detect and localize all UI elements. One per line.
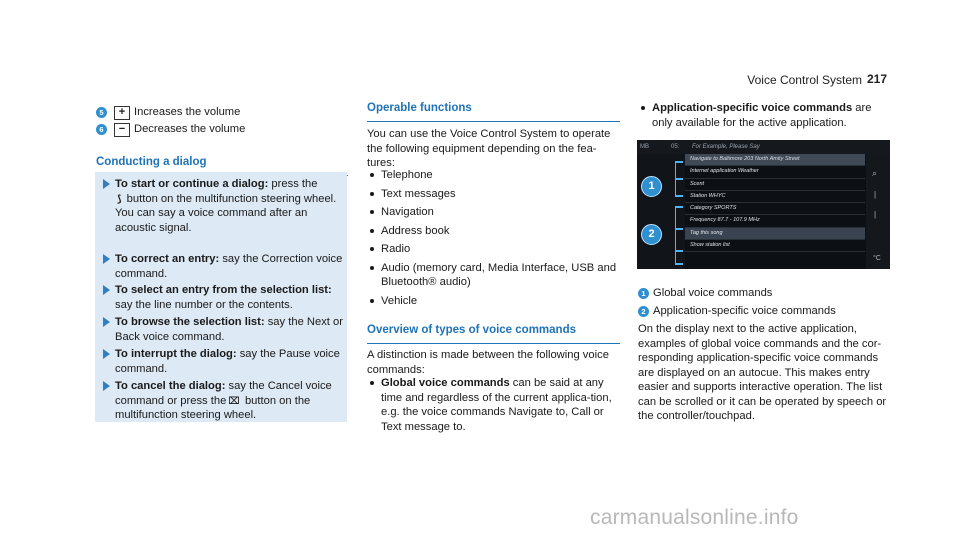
callout-tick	[675, 228, 683, 230]
list-item: Vehicle	[367, 294, 622, 309]
display-screenshot	[637, 140, 890, 269]
list-item: Station WHYC	[685, 191, 865, 203]
step-label: To correct an entry:	[115, 253, 220, 265]
list-item: Telephone	[367, 168, 622, 183]
overview-list	[367, 376, 625, 438]
legend-text: Application-specific voice commands	[653, 304, 836, 317]
step-text: You can say a voice command after an acoustic signal.	[115, 207, 308, 234]
list-item: Address book	[367, 224, 622, 239]
minus-key-icon: −	[114, 123, 130, 137]
badge-6: 6	[96, 124, 107, 135]
callout-tick	[675, 263, 683, 265]
step-start-dialog	[115, 177, 345, 235]
step-text: press the	[268, 178, 318, 190]
callout-tick	[675, 178, 683, 180]
list-item	[367, 376, 625, 434]
app-specific-list	[638, 101, 893, 134]
step-arrow-icon	[103, 381, 110, 391]
display-description: On the display next to the active application, examples of global voice commands and the cor-responding application-specific voice commands are displayed on an autocue. This makes entry easier and supports interactive operation. The list can be scrolled or it can be operated by speech or the controller/touchpad.	[638, 323, 887, 423]
voice-button-icon: ⟆	[117, 193, 122, 205]
list-item	[638, 101, 893, 130]
volume-increase-text: Increases the volume	[134, 106, 241, 119]
step-label: To cancel the dialog:	[115, 380, 226, 392]
step-text: button on the multifunction steering wheel.	[123, 192, 337, 205]
list-item: Navigate to Baltimore 203 North Amity Street	[685, 154, 865, 166]
display-left-panel	[637, 154, 685, 269]
display-autocue-title: For Example, Please Say	[692, 144, 760, 150]
list-item: Radio	[367, 242, 622, 257]
badge-2: 2	[638, 306, 649, 317]
term-label: Application-specific voice commands	[652, 102, 853, 114]
step-text: say the Correction voice command.	[115, 253, 343, 280]
legend-text: Global voice commands	[653, 287, 773, 299]
display-temp: °C	[873, 255, 881, 262]
list-item: Navigation	[367, 205, 622, 220]
list-item: Scent	[685, 179, 865, 191]
autocue-list	[685, 154, 865, 252]
signal-icon: |	[874, 190, 877, 199]
volume-decrease-line	[96, 121, 346, 138]
step-arrow-icon	[103, 254, 110, 264]
step-text: say the Pause voice command.	[115, 348, 340, 375]
legend-item	[638, 286, 893, 301]
term-text: can be said at any time and regardless of the current applica-tion, e.g. the voice commands Navigate to, Call or Text message to.	[381, 377, 612, 433]
list-item: Text messages	[367, 187, 622, 202]
badge-1: 1	[638, 288, 649, 299]
step-arrow-icon	[103, 317, 110, 327]
watermark: carmanualsonline.info	[590, 506, 799, 529]
overview-intro: A distinction is made between the following voice commands:	[367, 349, 609, 376]
step-select-entry	[115, 283, 345, 312]
operable-list	[367, 168, 622, 313]
display-side-panel	[866, 154, 890, 269]
signal-icon: |	[874, 210, 877, 219]
operable-heading: Operable functions	[367, 101, 620, 122]
step-label: To select an entry from the selection list:	[115, 284, 332, 296]
callout-1: 1	[641, 176, 662, 197]
search-icon: ⌕	[872, 168, 878, 178]
callout-tick	[675, 250, 683, 252]
plus-key-icon: +	[114, 106, 130, 120]
volume-decrease-text: Decreases the volume	[134, 123, 246, 136]
callout-tick	[675, 206, 683, 208]
hang-up-button-icon: ⌧	[228, 395, 240, 407]
callout-bracket	[675, 206, 676, 264]
operable-intro: You can use the Voice Control System to operate the following equipment depending on the fea-tures:	[367, 128, 611, 170]
running-header-title: Voice Control System	[747, 73, 862, 87]
step-text: button on the multifunction steering wheel.	[115, 394, 311, 422]
step-text: say the Next or Back voice command.	[115, 316, 343, 343]
step-correct-entry	[115, 252, 345, 281]
overview-heading: Overview of types of voice commands	[367, 323, 620, 344]
step-text: say the line number or the contents.	[115, 298, 293, 311]
callout-2: 2	[641, 224, 662, 245]
step-arrow-icon	[103, 285, 110, 295]
step-cancel-dialog	[115, 379, 345, 423]
callout-tick	[675, 195, 683, 197]
step-browse-list	[115, 315, 345, 344]
list-item: Internet application Weather	[685, 166, 865, 178]
step-text: say the Cancel voice command or press the	[115, 380, 332, 407]
legend-item	[638, 304, 893, 319]
display-time: 05:	[671, 144, 680, 150]
dialog-heading: Conducting a dialog	[96, 155, 348, 176]
list-item: Frequency 87.7 - 107.9 MHz	[685, 215, 865, 227]
step-arrow-icon	[103, 179, 110, 189]
badge-5: 5	[96, 107, 107, 118]
term-label: Global voice commands	[381, 377, 510, 389]
step-label: To browse the selection list:	[115, 316, 265, 328]
list-item: Category SPORTS	[685, 203, 865, 215]
step-label: To start or continue a dialog:	[115, 178, 269, 190]
term-text: are only available for the active application.	[652, 102, 872, 129]
callout-tick	[675, 161, 683, 163]
volume-list	[96, 104, 346, 138]
figure-legend	[638, 286, 893, 318]
page-number: 217	[866, 72, 887, 86]
step-label: To interrupt the dialog:	[115, 348, 237, 360]
list-item: Tag this song	[685, 228, 865, 240]
step-arrow-icon	[103, 349, 110, 359]
list-item: Show station list	[685, 240, 865, 252]
display-top-left: MB	[640, 144, 649, 150]
volume-increase-line	[96, 104, 346, 121]
display-status-bar	[637, 140, 890, 154]
step-interrupt-dialog	[115, 347, 345, 376]
list-item: Audio (memory card, Media Interface, USB and Bluetooth® audio)	[367, 261, 622, 290]
